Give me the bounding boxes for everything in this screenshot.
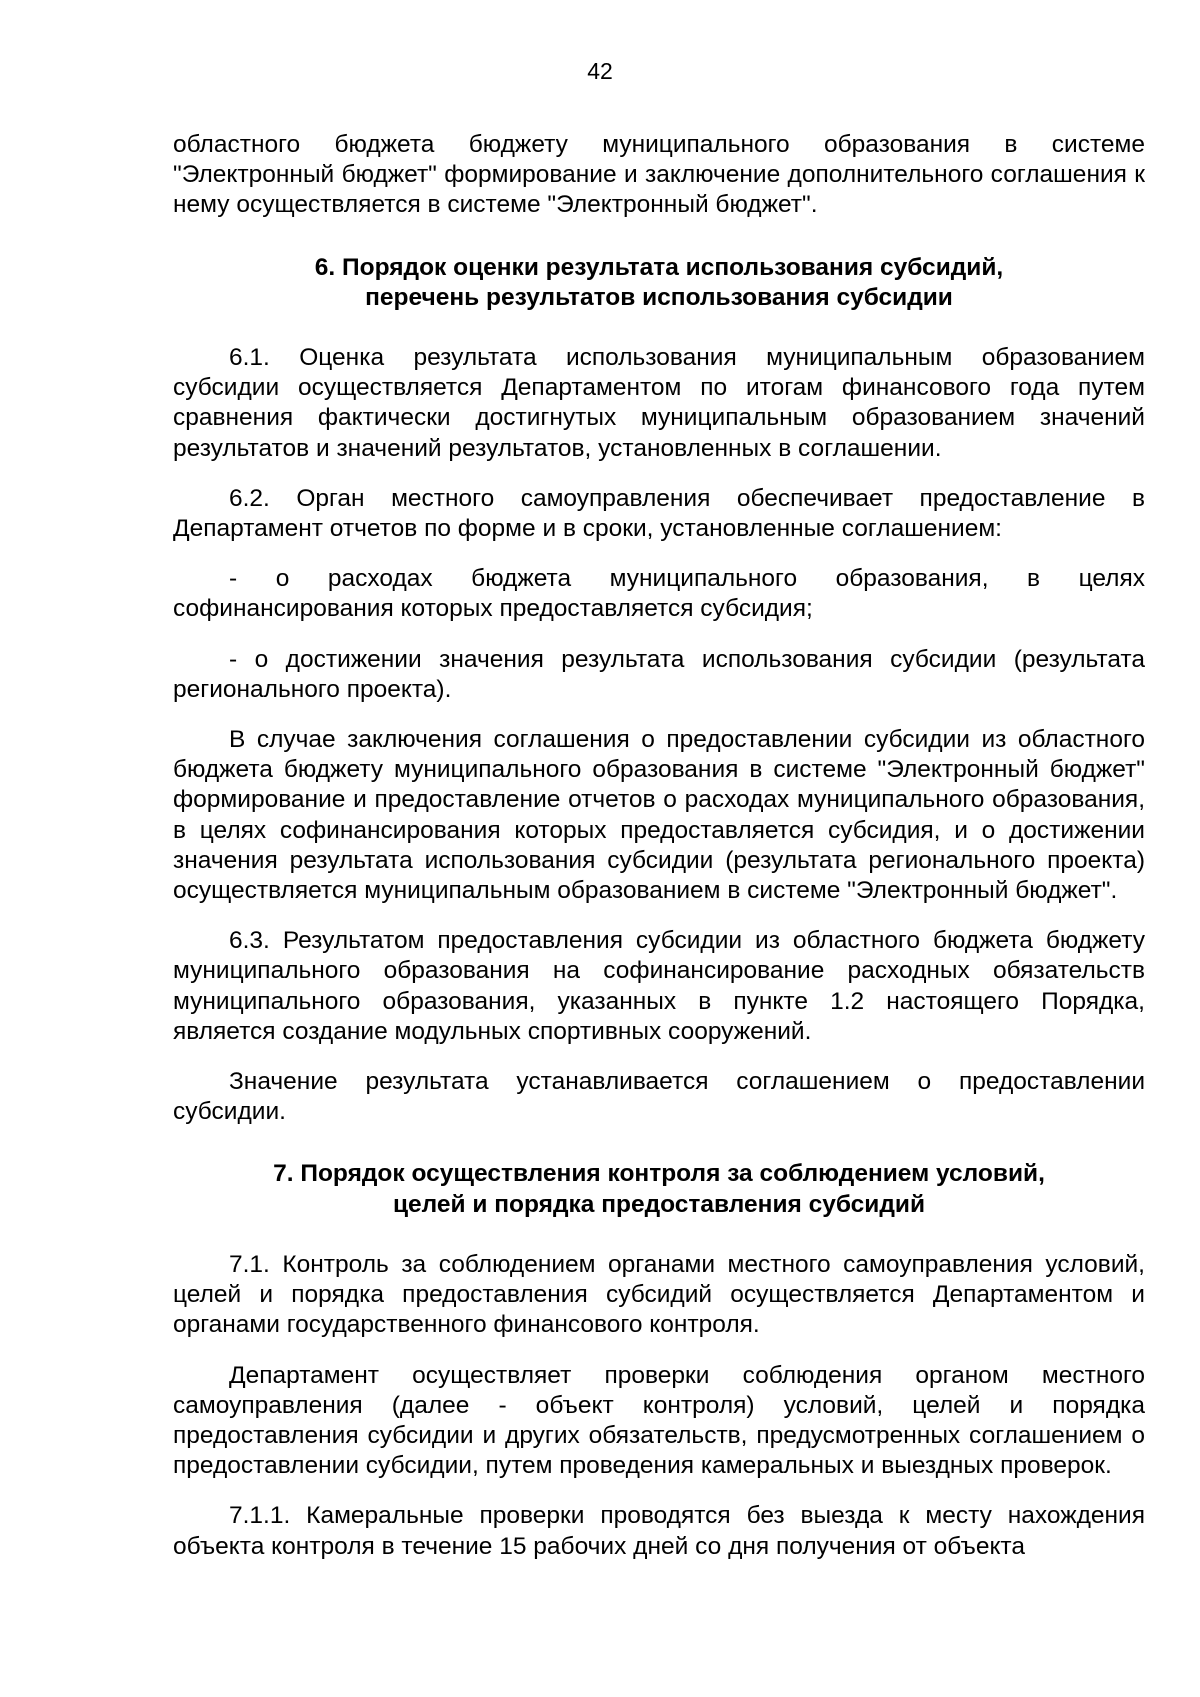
paragraph: 6.2. Орган местного самоуправления обеспечивает предоставление в Департамент отчетов по форме и в сроки, установленные соглашением: <box>173 484 1145 543</box>
paragraph: В случае заключения соглашения о предоставлении субсидии из областного бюджета бюджету муниципального образования в системе "Электронный бюджет" формирование и предоставление отчетов о расходах муниципального образования, в целях софинансирования которых предоставляется субсидия, и о достижении значения результата использования субсидии (результата регионального проекта) осуществляется муниципальным образованием в системе "Электронный бюджет". <box>173 726 1145 905</box>
paragraph: 6.3. Результатом предоставления субсидии из областного бюджета бюджету муниципального образования на софинансирование расходных обязательств муниципального образования, указанных в пункте 1.2 настоящего Порядка, является создание модульных спортивных сооружений. <box>173 927 1145 1045</box>
paragraph: Департамент осуществляет проверки соблюдения органом местного самоуправления (далее - объект контроля) условий, целей и порядка предоставления субсидии и других обязательств, предусмотренных соглашением о предоставлении субсидии, путем проведения камеральных и выездных проверок. <box>173 1361 1145 1480</box>
paragraph: - о достижении значения результата использования субсидии (результата регионального проекта). <box>173 645 1145 703</box>
section-heading-line: 6. Порядок оценки результата использования субсидий, <box>314 253 1004 281</box>
section-heading <box>173 1159 1145 1219</box>
paragraph: областного бюджета бюджету муниципального образования в системе "Электронный бюджет" формирование и заключение дополнительного соглашения к нему осуществляется в системе "Электронный бюджет". <box>173 131 1145 219</box>
section-heading-line: перечень результатов использования субсидии <box>365 283 953 311</box>
paragraph: Значение результата устанавливается соглашением о предоставлении субсидии. <box>173 1068 1145 1126</box>
page-number: 42 <box>587 58 613 84</box>
paragraph: 7.1.1. Камеральные проверки проводятся без выезда к месту нахождения объекта контроля в течение 15 рабочих дней со дня получения от объекта <box>173 1502 1145 1560</box>
paragraph: 6.1. Оценка результата использования муниципальным образованием субсидии осуществляется Департаментом по итогам финансового года путем сравнения фактически достигнутых муниципальным образованием значений результатов и значений результатов, установленных в соглашении. <box>173 344 1145 462</box>
paragraph: - о расходах бюджета муниципального образования, в целях софинансирования которых предоставляется субсидия; <box>173 565 1145 623</box>
document-body <box>173 110 1145 1562</box>
section-heading-line: целей и порядка предоставления субсидий <box>392 1190 926 1218</box>
paragraph: 7.1. Контроль за соблюдением органами местного самоуправления условий, целей и порядка предоставления субсидий осуществляется Департаментом и органами государственного финансового контроля. <box>173 1250 1145 1339</box>
section-heading <box>173 253 1145 313</box>
section-heading-line: 7. Порядок осуществления контроля за соблюдением условий, <box>273 1160 1045 1188</box>
